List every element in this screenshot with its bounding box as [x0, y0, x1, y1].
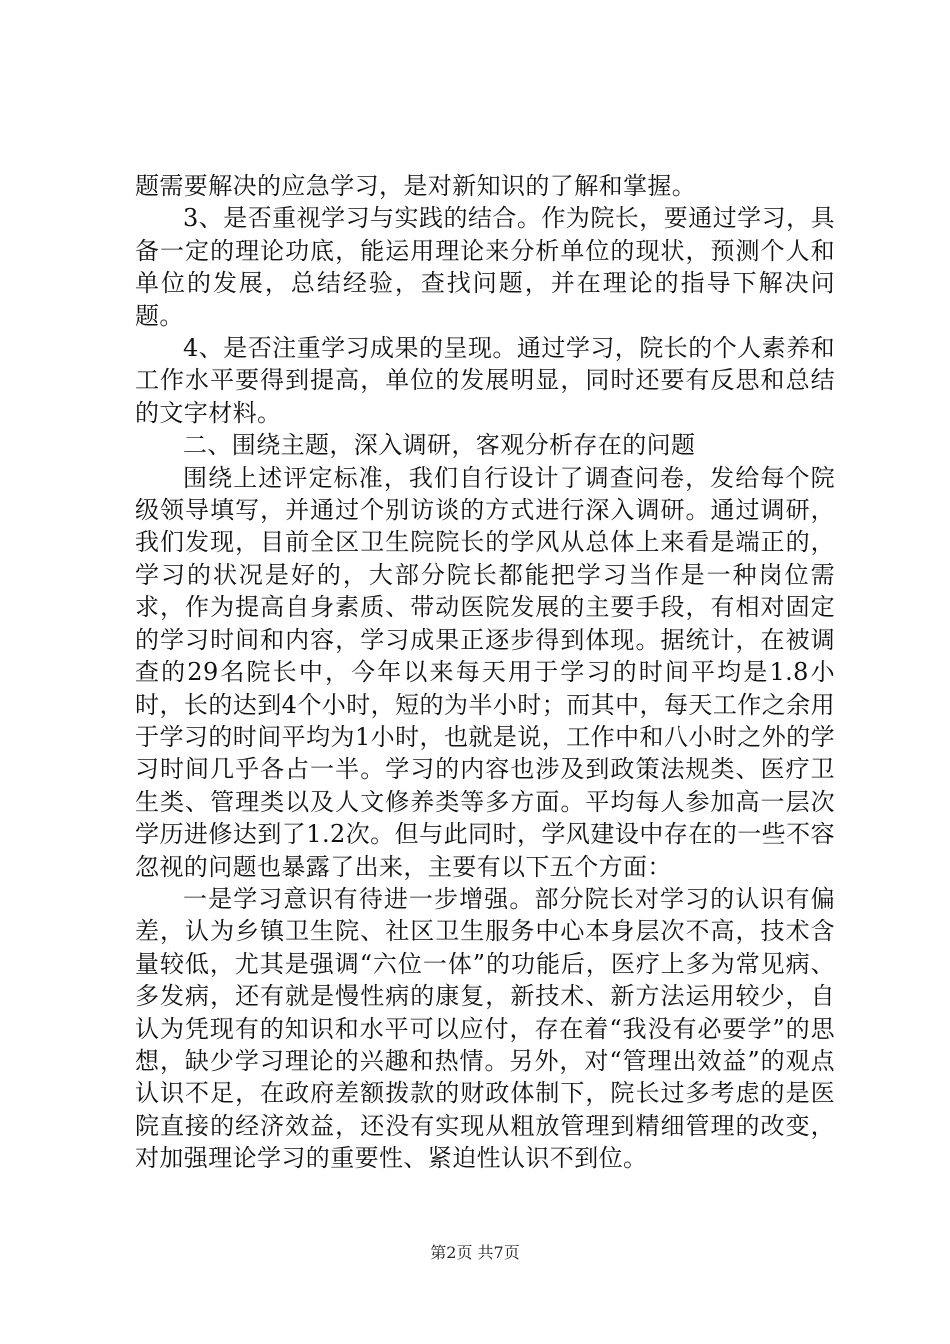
page-footer: 第2页 共7页 — [430, 1243, 520, 1262]
paragraph-5: 一是学习意识有待进一步增强。部分院长对学习的认识有偏差，认为乡镇卫生院、社区卫生服务中心本身层次不高，技术含量较低，尤其是强调“六位一体”的功能后，医疗上多为常见病、多发病，还有就是慢性病的康复，新技术、新方法运用较少，自认为凭现有的知识和水平可以应付，存在着“我没有必要学”的思想，缺少学习理论的兴趣和热情。另外，对“管理出效益”的观点认识不足，在政府差额拨款的财政体制下，院长过多考虑的是医院直接的经济效益，还没有实现从粗放管理到精细管理的改变，对加强理论学习的重要性、紧迫性认识不到位。 — [135, 884, 835, 1173]
paragraph-3: 4、是否注重学习成果的呈现。通过学习，院长的个人素养和工作水平要得到提高，单位的发展明显，同时还要有反思和总结的文字材料。 — [135, 334, 835, 427]
paragraph-1: 题需要解决的应急学习，是对新知识的了解和掌握。 — [135, 172, 697, 200]
section-heading: 二、围绕主题，深入调研，客观分析存在的问题 — [183, 431, 696, 460]
body-text — [135, 170, 835, 1175]
paragraph-2: 3、是否重视学习与实践的结合。作为院长，要通过学习，具备一定的理论功底，能运用理论来分析单位的现状，预测个人和单位的发展，总结经验，查找问题，并在理论的指导下解决问题。 — [135, 204, 835, 330]
paragraph-4: 围绕上述评定标准，我们自行设计了调查问卷，发给每个院级领导填写，并通过个别访谈的方式进行深入调研。通过调研，我们发现，目前全区卫生院院长的学风从总体上来看是端正的，学习的状况是好的，大部分院长都能把学习当作是一种岗位需求，作为提高自身素质、带动医院发展的主要手段，有相对固定的学习时间和内容，学习成果正逐步得到体现。据统计，在被调查的29名院长中，今年以来每天用于学习的时间平均是1.8小时，长的达到4个小时，短的为半小时；而其中，每天工作之余用于学习的时间平均为1小时，也就是说，工作中和八小时之外的学习时间几乎各占一半。学习的内容也涉及到政策法规类、医疗卫生类、管理类以及人文修养类等多方面。平均每人参加高一层次学历进修达到了1.2次。但与此同时，学风建设中存在的一些不容忽视的问题也暴露了出来，主要有以下五个方面： — [135, 463, 835, 881]
